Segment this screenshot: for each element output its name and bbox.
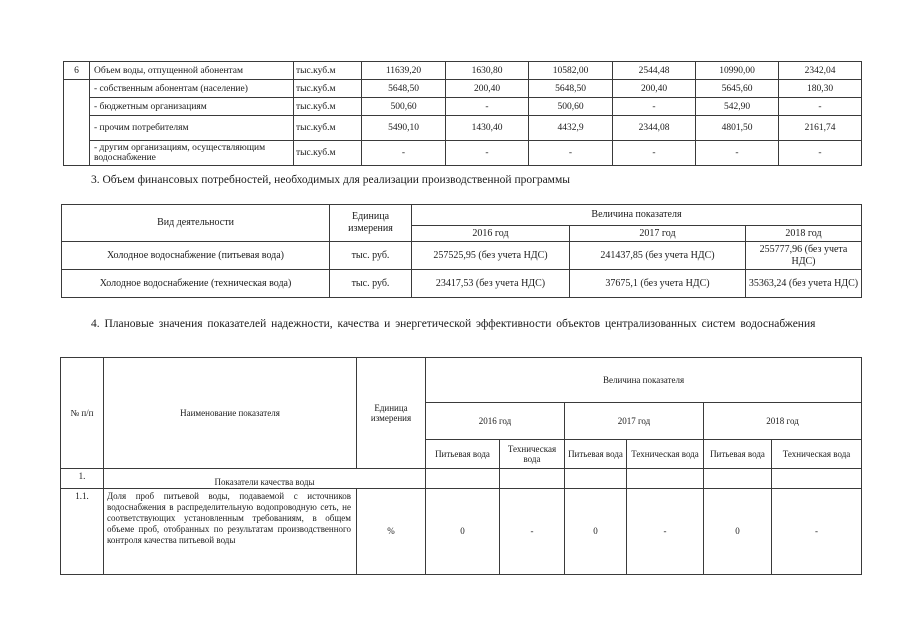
reliability-indicators-table: [60, 357, 862, 575]
row-number: 1.: [61, 469, 104, 489]
empty-cell: [627, 469, 704, 489]
cell-value: -: [362, 141, 446, 166]
year-header: 2017 год: [565, 403, 704, 440]
row-unit: тыс.куб.м: [294, 62, 362, 80]
year-header: 2018 год: [704, 403, 862, 440]
cell-value: -: [627, 489, 704, 575]
activity-name: Холодное водоснабжение (питьевая вода): [62, 242, 330, 270]
section-3-heading: 3. Объем финансовых потребностей, необходимых для реализации производственной программы: [91, 174, 570, 186]
cell-value: 2342,04: [779, 62, 862, 80]
cell-value: -: [779, 98, 862, 116]
row-name: - собственным абонентам (население): [90, 80, 294, 98]
cell-value: -: [500, 489, 565, 575]
cell-value: -: [613, 141, 696, 166]
col-value-header: Величина показателя: [426, 358, 862, 403]
cell-value: 241437,85 (без учета НДС): [570, 242, 746, 270]
row-name: - прочим потребителям: [90, 116, 294, 141]
cell-value: 0: [565, 489, 627, 575]
cell-value: 10582,00: [529, 62, 613, 80]
subheader-drinking: Питьевая вода: [426, 440, 500, 469]
col-unit-header: Единица измерения: [330, 205, 412, 242]
row-number: 1.1.: [61, 489, 104, 575]
section-4-heading: 4. Плановые значения показателей надежности, качества и энергетической эффективности объектов централизованных систем водоснабжения: [91, 318, 816, 330]
cell-value: -: [696, 141, 779, 166]
row-number: [64, 80, 90, 166]
subheader-technical: Техническая вода: [627, 440, 704, 469]
table-header-row: [61, 358, 862, 403]
subheader-technical: Техническая вода: [500, 440, 565, 469]
cell-value: 200,40: [446, 80, 529, 98]
cell-value: 35363,24 (без учета НДС): [746, 270, 862, 298]
cell-value: 500,60: [362, 98, 446, 116]
row-name: - другим организациям, осуществляющим водоснабжение: [90, 141, 294, 166]
cell-value: 542,90: [696, 98, 779, 116]
water-volume-table: [63, 61, 862, 166]
col-activity-header: Вид деятельности: [62, 205, 330, 242]
table-row: [64, 80, 862, 98]
col-num-header: № п/п: [61, 358, 104, 469]
group-title: Показатели качества воды: [104, 469, 426, 489]
cell-value: 4432,9: [529, 116, 613, 141]
cell-value: 4801,50: [696, 116, 779, 141]
cell-value: 5648,50: [362, 80, 446, 98]
cell-value: 1430,40: [446, 116, 529, 141]
cell-value: 37675,1 (без учета НДС): [570, 270, 746, 298]
empty-cell: [565, 469, 627, 489]
table-header-row: [62, 205, 862, 226]
cell-value: -: [772, 489, 862, 575]
table-row: [64, 62, 862, 80]
row-unit: %: [357, 489, 426, 575]
table-row: [64, 98, 862, 116]
row-name: Объем воды, отпущенной абонентам: [90, 62, 294, 80]
col-name-header: Наименование показателя: [104, 358, 357, 469]
row-number: 6: [64, 62, 90, 80]
empty-cell: [772, 469, 862, 489]
subheader-drinking: Питьевая вода: [704, 440, 772, 469]
cell-value: -: [446, 98, 529, 116]
cell-value: -: [779, 141, 862, 166]
group-row: [61, 469, 862, 489]
cell-value: 0: [704, 489, 772, 575]
col-value-header: Величина показателя: [412, 205, 862, 226]
row-unit: тыс.куб.м: [294, 98, 362, 116]
row-name: - бюджетным организациям: [90, 98, 294, 116]
cell-value: -: [529, 141, 613, 166]
cell-value: 2544,48: [613, 62, 696, 80]
row-unit: тыс. руб.: [330, 270, 412, 298]
table-row: [61, 489, 862, 575]
cell-value: 5645,60: [696, 80, 779, 98]
row-unit: тыс.куб.м: [294, 141, 362, 166]
empty-cell: [426, 469, 500, 489]
subheader-technical: Техническая вода: [772, 440, 862, 469]
year-header: 2018 год: [746, 226, 862, 242]
cell-value: 200,40: [613, 80, 696, 98]
cell-value: -: [613, 98, 696, 116]
cell-value: 23417,53 (без учета НДС): [412, 270, 570, 298]
cell-value: 10990,00: [696, 62, 779, 80]
row-unit: тыс. руб.: [330, 242, 412, 270]
cell-value: 500,60: [529, 98, 613, 116]
row-unit: тыс.куб.м: [294, 80, 362, 98]
table-row: [64, 116, 862, 141]
table-row: [64, 141, 862, 166]
year-header: 2016 год: [412, 226, 570, 242]
cell-value: 5490,10: [362, 116, 446, 141]
financial-needs-table: [61, 204, 862, 298]
cell-value: 2344,08: [613, 116, 696, 141]
activity-name: Холодное водоснабжение (техническая вода): [62, 270, 330, 298]
cell-value: 257525,95 (без учета НДС): [412, 242, 570, 270]
empty-cell: [704, 469, 772, 489]
cell-value: 11639,20: [362, 62, 446, 80]
cell-value: 2161,74: [779, 116, 862, 141]
cell-value: 180,30: [779, 80, 862, 98]
cell-value: 1630,80: [446, 62, 529, 80]
table-row: [62, 270, 862, 298]
year-header: 2017 год: [570, 226, 746, 242]
cell-value: -: [446, 141, 529, 166]
subheader-drinking: Питьевая вода: [565, 440, 627, 469]
empty-cell: [500, 469, 565, 489]
indicator-name: Доля проб питьевой воды, подаваемой с источников водоснабжения в распределительную водопроводную сеть, не соответствующих установленным требованиям, в общем объеме проб, отобранных по результатам производственного контроля качества питьевой воды: [104, 489, 357, 575]
cell-value: 5648,50: [529, 80, 613, 98]
row-unit: тыс.куб.м: [294, 116, 362, 141]
year-header: 2016 год: [426, 403, 565, 440]
cell-value: 255777,96 (без учета НДС): [746, 242, 862, 270]
cell-value: 0: [426, 489, 500, 575]
table-row: [62, 242, 862, 270]
col-unit-header: Единица измерения: [357, 358, 426, 469]
